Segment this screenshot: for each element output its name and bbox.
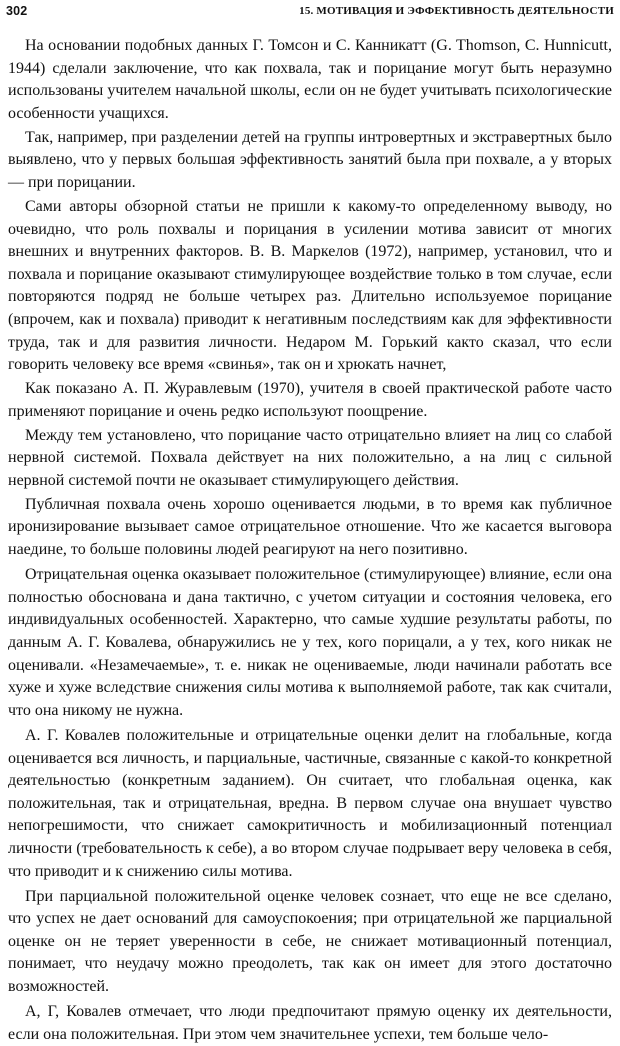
page-number: 302 <box>6 4 28 18</box>
page-header <box>0 0 620 28</box>
paragraph: Сами авторы обзорной статьи не пришли к какому-то определенному выводу, но очевидно, что роль похвалы и порицания в усилении мотива зависит от многих внешних и внутренних факторов. В. В. Маркелов (1972), например, установил, что и похвала и порицание оказывают стимулирующее воздействие только в том случае, если повторяются подряд не больше четырех раз. Длительно используемое порицание (впрочем, как и похвала) приводит к негативным последствиям как для эффективности труда, так и для развития личности. Недаром М. Горький както сказал, что если говорить человеку все время «свинья», так он и хрюкать начнет, <box>8 197 612 374</box>
paragraph: Публичная похвала очень хорошо оценивается людьми, в то время как публичное иронизирование вызывает самое отрицательное отношение. Что же касается выговора наедине, то больше половины людей реагируют на него позитивно. <box>8 495 612 559</box>
paragraph: Между тем установлено, что порицание часто отрицательно влияет на лиц со слабой нервной системой. Похвала действует на них положительно, а на лиц с сильной нервной системой почти не оказывает стимулирующего действия. <box>8 426 612 489</box>
paragraph: Отрицательная оценка оказывает положительное (стимулирующее) влияние, если она полностью обоснована и дана тактично, с учетом ситуации и состояния человека, его индивидуальных особенностей. Характерно, что самые худшие результаты работы, по данным А. Г. Ковалева, обнаружились не у тех, кого порицали, а у тех, кого никак не оценивали. «Незамечаемые», т. е. никак не оцениваемые, люди начинали работать все хуже и хуже вследствие снижения силы мотива к выполняемой работе, так как считали, что она никому не нужна. <box>8 566 612 719</box>
paragraph: На основании подобных данных Г. Томсон и С. Канникатт (G. Thomson, С. Hunnicutt, 1944) сделали заключение, что как похвала, так и порицание могут быть неразумно использованы учителем начальной школы, если он не будет учитывать психологические особенности учащихся. <box>8 37 612 122</box>
paragraph: А, Г, Ковалев отмечает, что люди предпочитают прямую оценку их деятельности, если она положительная. При этом чем значительнее успехи, тем больше чело- <box>8 1003 612 1043</box>
running-head: 15. МОТИВАЦИЯ И ЭФФЕКТИВНОСТЬ ДЕЯТЕЛЬНОСТИ <box>299 5 614 17</box>
paragraph: А. Г. Ковалев положительные и отрицательные оценки делит на глобальные, когда оценивается вся личность, и парциальные, частичные, связанные с какой-то конкретной деятельностью (конкретным заданием). Он считает, что глобальная оценка, как положительная, так и отрицательная, вредна. В первом случае она внушает чувство непогрешимости, что снижает самокритичность и мобилизационный потенциал личности (требовательность к себе), а во втором случае подрывает веру человека в себя, что приводит и к снижению силы мотива. <box>8 726 612 880</box>
paragraph: При парциальной положительной оценке человек сознает, что еще не все сделано, что успех не дает оснований для самоуспокоения; при отрицательной же парциальной оценке он не теряет уверенности в себе, не снижает мотивационный потенциал, понимает, что неудачу можно преодолеть, так как он имеет для этого достаточно возможностей. <box>8 887 612 996</box>
paragraph: Так, например, при разделении детей на группы интровертных и экстравертных было выявлено, что у первых большая эффективность занятий была при похвале, а у вторых — при порицании. <box>8 128 612 191</box>
body-text <box>8 35 612 1046</box>
paragraph: Как показано А. П. Журавлевым (1970), учителя в своей практической работе часто применяют порицание и очень редко используют поощрение. <box>8 380 612 420</box>
